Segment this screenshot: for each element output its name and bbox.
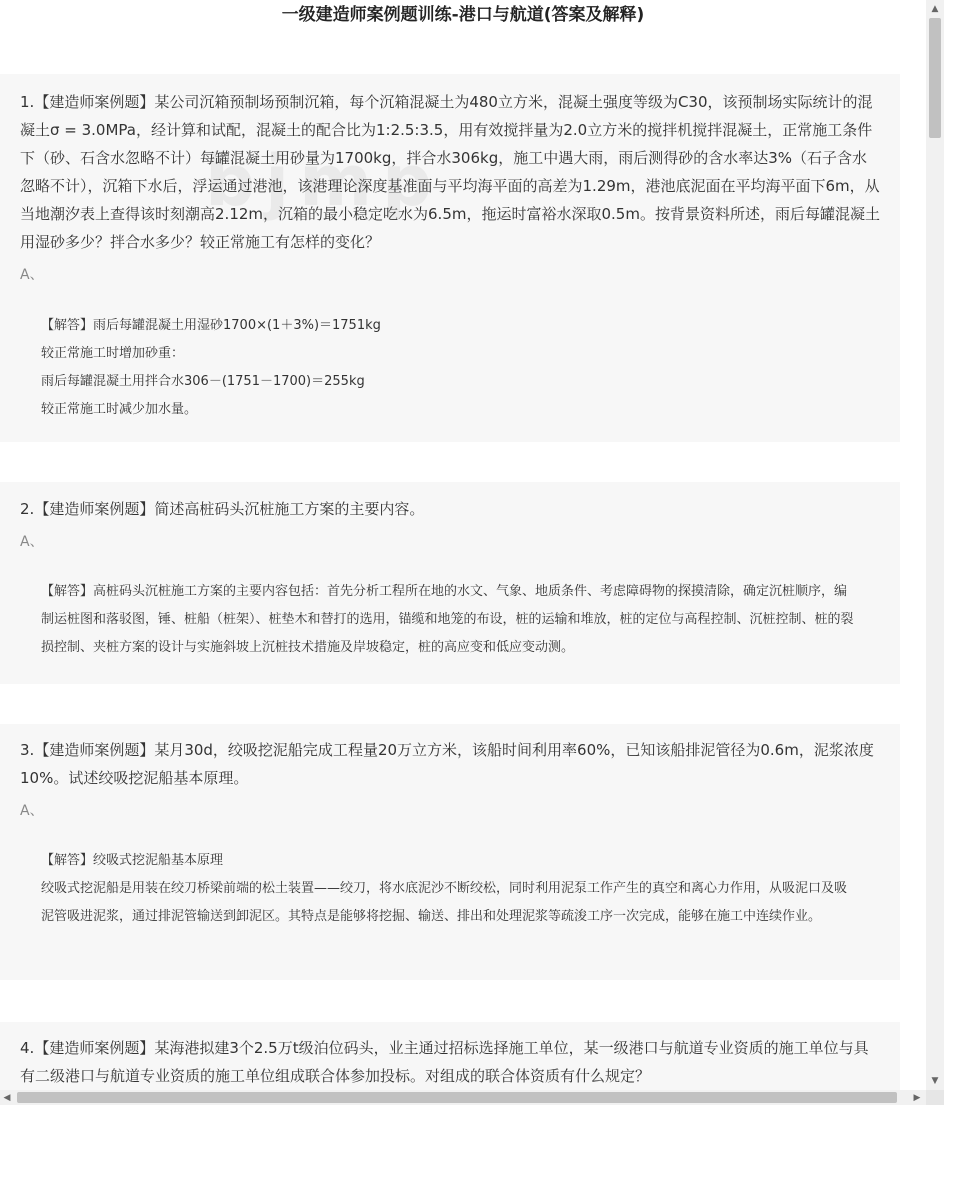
question-tag: 【建造师案例题】 <box>34 1039 155 1057</box>
question-tag: 【建造师案例题】 <box>34 93 155 111</box>
answer-line: 较正常施工时减少加水量。 <box>41 402 198 417</box>
question-number: 2. <box>20 500 35 518</box>
answer-option: A、 <box>20 534 44 550</box>
question-body: 某海港拟建3个2.5万t级泊位码头，业主通过招标选择施工单位，某一级港口与航道专业资质的施工单位与具有二级港口与航道专业资质的施工单位组成联合体参加投标。对组成的联合体资质有什么规定？ <box>20 1039 869 1085</box>
scrollbar-corner <box>926 1090 944 1105</box>
question-card-4 <box>0 1022 900 1090</box>
question-text <box>0 1022 900 1090</box>
question-tag: 【建造师案例题】 <box>34 500 155 518</box>
question-text <box>0 74 900 256</box>
horizontal-scrollbar[interactable] <box>0 1090 926 1105</box>
question-text <box>0 724 900 792</box>
answer-line: 【解答】高桩码头沉桩施工方案的主要内容包括：首先分析工程所在地的水文、气象、地质条件、考虑障碍物的探摸清除，确定沉桩顺序，编制运桩图和落驳图，锤、桩船（桩架）、桩垫木和替打的选用，锚缆和地笼的布设，桩的运输和堆放，桩的定位与高程控制、沉桩控制、桩的裂损控制、夹桩方案的设计与实施斜坡上沉桩技术措施及岸坡稳定，桩的高应变和低应变动测。 <box>41 584 854 655</box>
answer-line: 【解答】雨后每罐混凝土用湿砂1700×(1＋3%)＝1751kg <box>41 318 381 333</box>
page-title: 一级建造师案例题训练-港口与航道(答案及解释) <box>281 5 645 25</box>
question-text <box>0 482 900 523</box>
question-number: 3. <box>20 741 35 759</box>
answer-line: 雨后每罐混凝土用拌合水306－(1751－1700)＝255kg <box>41 374 365 389</box>
vertical-scrollbar[interactable] <box>926 0 944 1090</box>
scroll-down-arrow-icon[interactable]: ▼ <box>931 1076 939 1086</box>
answer-explanation <box>0 578 900 662</box>
question-body: 某公司沉箱预制场预制沉箱，每个沉箱混凝土为480立方米，混凝土强度等级为C30，该预制场实际统计的混凝土σ = 3.0MPa，经计算和试配，混凝土的配合比为1:2.5:3.5，用有效搅拌量为2.0立方米的搅拌机搅拌混凝土，正常施工条件下（砂、石含水忽略不计）每罐混凝土用砂量为1700kg，拌合水306kg，施工中遇大雨，雨后测得砂的含水率达3%（石子含水忽略不计），沉箱下水后，浮运通过港池，该港理论深度基准面与平均海平面的高差为1.29m，港池底泥面在平均海平面下6m，从当地潮汐表上查得该时刻潮高2.12m，沉箱的最小稳定吃水为6.5m，拖运时富裕水深取0.5m。按背景资料所述，雨后每罐混凝土用湿砂多少？拌合水多少？较正常施工有怎样的变化？ <box>20 93 880 251</box>
question-card-1 <box>0 74 900 442</box>
answer-line: 绞吸式挖泥船是用装在绞刀桥梁前端的松土装置——绞刀，将水底泥沙不断绞松，同时利用泥泵工作产生的真空和离心力作用，从吸泥口及吸泥管吸进泥浆，通过排泥管输送到卸泥区。其特点是能够将挖掘、输送、排出和处理泥浆等疏浚工序一次完成，能够在施工中连续作业。 <box>41 881 848 924</box>
answer-explanation <box>0 312 900 424</box>
scroll-left-arrow-icon[interactable]: ◀ <box>3 1093 11 1103</box>
question-number: 4. <box>20 1039 35 1057</box>
answer-option: A、 <box>20 267 44 283</box>
question-body: 简述高桩码头沉桩施工方案的主要内容。 <box>154 500 425 518</box>
scroll-right-arrow-icon[interactable]: ▶ <box>913 1093 921 1103</box>
answer-explanation <box>0 847 900 931</box>
question-card-2 <box>0 482 900 684</box>
question-body: 某月30d，绞吸挖泥船完成工程量20万立方米，该船时间利用率60%，已知该船排泥管径为0.6m，泥浆浓度10%。试述绞吸挖泥船基本原理。 <box>20 741 874 787</box>
answer-line: 较正常施工时增加砂重： <box>41 346 185 361</box>
scroll-up-arrow-icon[interactable]: ▲ <box>931 4 939 14</box>
question-card-3 <box>0 724 900 980</box>
question-tag: 【建造师案例题】 <box>34 741 155 759</box>
answer-line: 【解答】绞吸式挖泥船基本原理 <box>41 853 224 868</box>
vertical-scroll-thumb[interactable] <box>929 18 941 138</box>
horizontal-scroll-thumb[interactable] <box>17 1092 897 1103</box>
question-number: 1. <box>20 93 35 111</box>
answer-option: A、 <box>20 803 44 819</box>
